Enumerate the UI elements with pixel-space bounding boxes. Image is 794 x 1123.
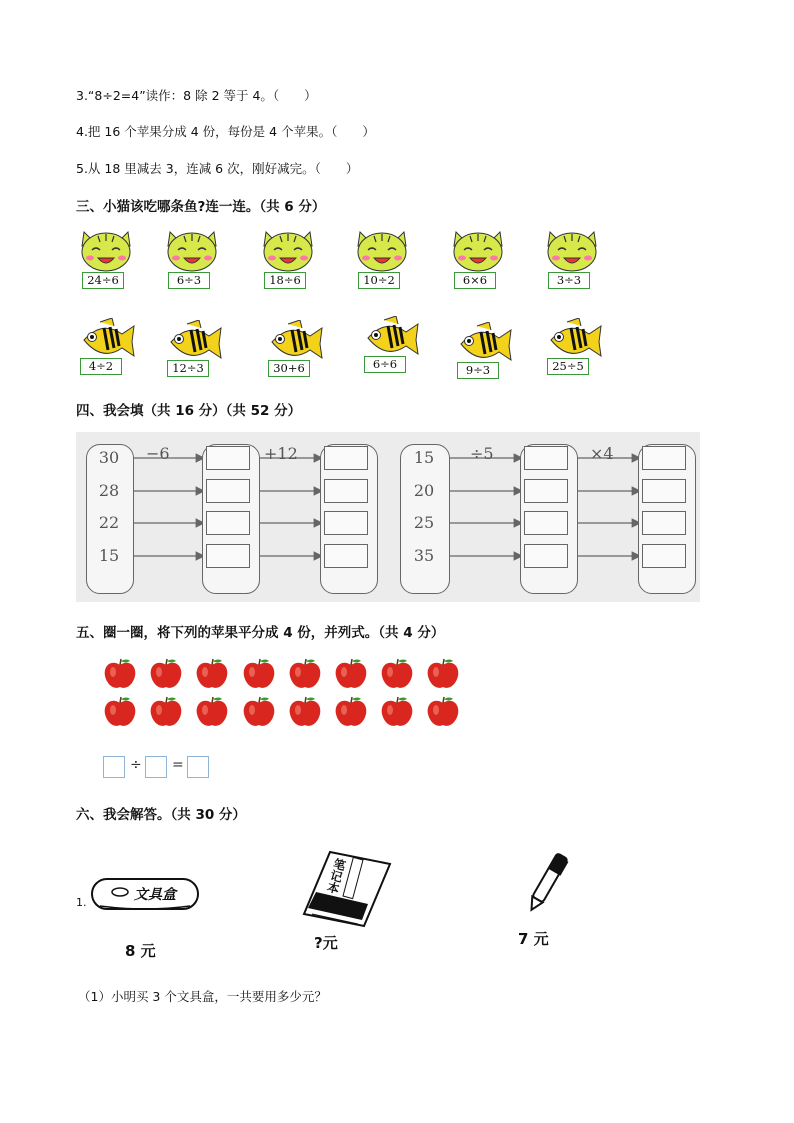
start-number: 30 (98, 448, 120, 467)
right-op1: ÷5 (470, 444, 494, 463)
section3-title: 三、小猫该吃哪条鱼?连一连。（共 6 分） (76, 199, 326, 215)
section4-title: 四、我会填（共 16 分）（共 52 分） (76, 403, 302, 419)
apple-icon[interactable] (334, 658, 368, 694)
fish-card[interactable] (362, 316, 432, 386)
cat-icon (162, 228, 222, 278)
notebook-image (302, 848, 394, 928)
answer-slot[interactable] (206, 446, 250, 470)
apple-icon[interactable] (149, 658, 183, 694)
pen-icon (522, 848, 572, 918)
start-number: 25 (413, 513, 435, 532)
fish-expression: 25÷5 (547, 358, 589, 375)
section6-title: 六、我会解答。（共 30 分） (76, 807, 246, 823)
answer-box-1[interactable] (103, 756, 125, 778)
pen-image (522, 848, 572, 918)
apple-icon[interactable] (149, 696, 183, 732)
apple-icon[interactable] (426, 658, 460, 694)
apple-icon[interactable] (380, 658, 414, 694)
cat-icon (258, 228, 318, 278)
apple-icon[interactable] (103, 696, 137, 732)
item-number: 1. (76, 896, 87, 909)
pencil-box-image (90, 876, 200, 912)
start-number: 35 (413, 546, 435, 565)
arrow-fill-panel (76, 432, 700, 602)
price-notebook: ?元 (314, 934, 338, 952)
cat-expression: 24÷6 (82, 272, 124, 289)
answer-slot[interactable] (206, 511, 250, 535)
cat-icon (448, 228, 508, 278)
answer-slot[interactable] (324, 446, 368, 470)
cat-expression: 10÷2 (358, 272, 400, 289)
fish-expression: 9÷3 (457, 362, 499, 379)
fish-expression: 12÷3 (167, 360, 209, 377)
left-op2: +12 (264, 444, 298, 463)
fish-card[interactable] (266, 320, 336, 390)
apple-icon[interactable] (195, 696, 229, 732)
question-1: （1）小明买 3 个文具盒，一共要用多少元？ (78, 989, 327, 1004)
section5-title: 五、圈一圈，将下列的苹果平分成 4 份，并列式。（共 4 分） (76, 625, 445, 641)
answer-slot[interactable] (324, 479, 368, 503)
fish-expression: 30+6 (268, 360, 310, 377)
answer-slot[interactable] (206, 544, 250, 568)
equals-sign: = (172, 757, 184, 773)
start-number: 28 (98, 481, 120, 500)
price-pencil-box: 8 元 (125, 942, 156, 960)
answer-slot[interactable] (642, 544, 686, 568)
right-op2: ×4 (590, 444, 614, 463)
cat-icon (352, 228, 412, 278)
apple-icon[interactable] (380, 696, 414, 732)
answer-slot[interactable] (524, 511, 568, 535)
answer-slot[interactable] (642, 479, 686, 503)
judgement-item-3: 3.“8÷2=4”读作：8 除 2 等于 4。（ ） (76, 88, 317, 103)
cat-expression: 3÷3 (548, 272, 590, 289)
cat-card[interactable] (258, 228, 328, 298)
cat-icon (76, 228, 136, 278)
fish-card[interactable] (455, 322, 525, 392)
answer-slot[interactable] (642, 446, 686, 470)
cat-card[interactable] (352, 228, 422, 298)
answer-slot[interactable] (524, 446, 568, 470)
fish-card[interactable] (165, 320, 235, 390)
answer-box-3[interactable] (187, 756, 209, 778)
answer-box-2[interactable] (145, 756, 167, 778)
notebook-label: 笔记本 (324, 856, 348, 896)
cat-card[interactable] (448, 228, 518, 298)
price-pen: 7 元 (518, 930, 549, 948)
apple-icon[interactable] (334, 696, 368, 732)
start-number: 22 (98, 513, 120, 532)
apple-icon[interactable] (242, 696, 276, 732)
fish-expression: 4÷2 (80, 358, 122, 375)
left-op1: −6 (146, 444, 170, 463)
apple-icon[interactable] (426, 696, 460, 732)
apple-icon[interactable] (103, 658, 137, 694)
apple-icon[interactable] (288, 658, 322, 694)
cat-icon (542, 228, 602, 278)
cat-card[interactable] (76, 228, 146, 298)
cat-expression: 18÷6 (264, 272, 306, 289)
divide-sign: ÷ (130, 757, 142, 773)
start-number: 15 (98, 546, 120, 565)
cat-card[interactable] (542, 228, 612, 298)
answer-slot[interactable] (642, 511, 686, 535)
answer-slot[interactable] (524, 544, 568, 568)
answer-slot[interactable] (324, 544, 368, 568)
cat-card[interactable] (162, 228, 232, 298)
cat-expression: 6÷3 (168, 272, 210, 289)
apple-icon[interactable] (288, 696, 322, 732)
start-number: 20 (413, 481, 435, 500)
fish-card[interactable] (78, 318, 148, 388)
answer-slot[interactable] (524, 479, 568, 503)
fish-expression: 6÷6 (364, 356, 406, 373)
judgement-item-4: 4.把 16 个苹果分成 4 份，每份是 4 个苹果。（ ） (76, 124, 375, 139)
fish-card[interactable] (545, 318, 615, 388)
pencil-box-label: 文具盒 (134, 887, 176, 903)
start-number: 15 (413, 448, 435, 467)
apple-icon[interactable] (242, 658, 276, 694)
answer-slot[interactable] (324, 511, 368, 535)
answer-slot[interactable] (206, 479, 250, 503)
judgement-item-5: 5.从 18 里减去 3，连减 6 次，刚好减完。（ ） (76, 161, 359, 176)
apple-icon[interactable] (195, 658, 229, 694)
cat-expression: 6×6 (454, 272, 496, 289)
